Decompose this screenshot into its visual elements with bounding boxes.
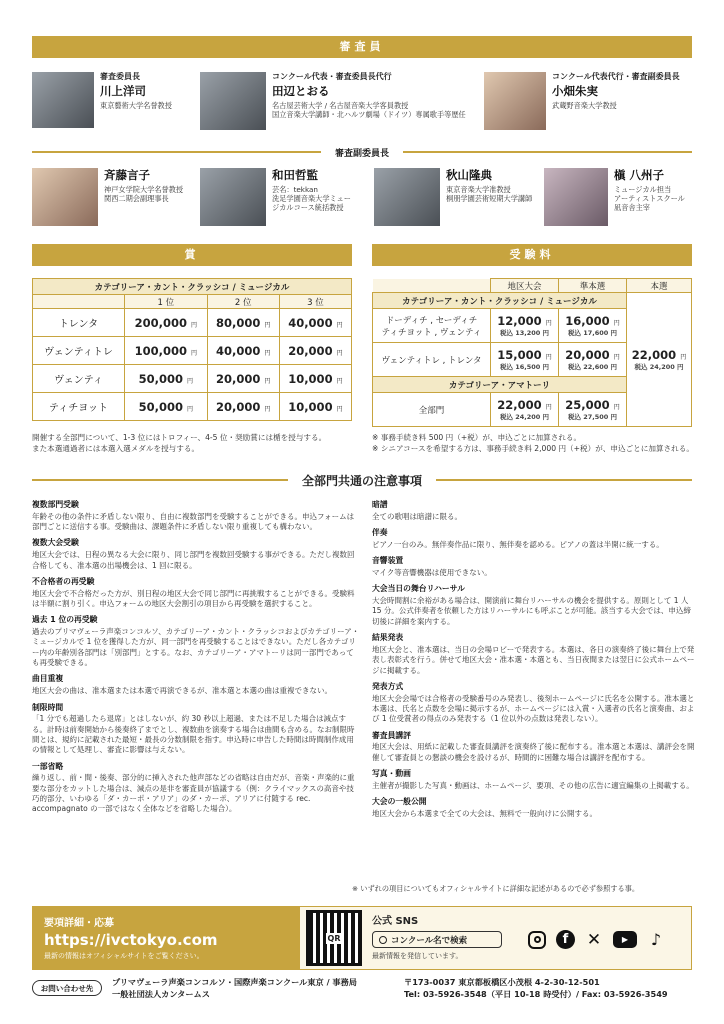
judge-desc: 東京音楽大学准教授 (446, 185, 511, 195)
prize-table: カテゴリーア・カント・クラッシコ / ミュージカル 1 位 2 位 3 位 トレンタ 200,000 円 80,000 円 40,000 円 ヴェンティトレ 100,000 円 40,000 円 20,000 円 ヴェンティ 50,000 円 20,000 円 10,000 円 ティチヨット 50,000 円 20,000 円 10,000 円 (32, 278, 352, 421)
youtube-icon[interactable]: ▶ (613, 931, 637, 948)
official-url-link[interactable]: https://ivctokyo.com (44, 931, 218, 949)
judge-name: 斉藤言子 (104, 168, 150, 182)
judge-desc: ミュージカル担当 (614, 185, 672, 195)
judge-desc: アーティストスクール (614, 194, 685, 204)
address: 〒173-0037 東京都板橋区小茂根 4-2-30-12-501 (404, 977, 600, 987)
vice-judge-card (374, 168, 544, 226)
rules-footnote: ※ いずれの項目についてもオフィシャルサイトに詳細な記述があるので必ず参照する事。 (352, 884, 640, 893)
vice-judge-card (200, 168, 370, 226)
judge-desc: 関西二期会副理事長 (104, 194, 169, 204)
prize-category: カテゴリーア・カント・クラッシコ / ミュージカル (33, 279, 352, 295)
contact-label: お問い合わせ先 (32, 980, 102, 996)
prize-value: 20,000 (215, 399, 261, 414)
prize-value: 50,000 (138, 399, 183, 414)
judge-desc: 芸名：tekkan (272, 185, 318, 195)
judge-desc: 神戸女学院大学名誉教授 (104, 185, 184, 195)
prize-value: 200,000 (134, 315, 187, 330)
fee-category: カテゴリーア・カント・クラッシコ / ミュージカル (373, 293, 627, 309)
prize-value: 80,000 (215, 315, 261, 330)
apply-panel (32, 906, 300, 970)
contact-info (404, 977, 668, 1001)
vice-judge-card (544, 168, 714, 226)
vice-judge-card (32, 168, 202, 226)
organizer (112, 977, 357, 1001)
prize-value: 20,000 (288, 343, 333, 358)
rules-title: 全部門共通の注意事項 (302, 473, 423, 488)
judge-name: 田辺とおる (272, 84, 330, 98)
judge-desc: ジカルコース統括教授 (272, 203, 344, 213)
prize-header-bar (32, 244, 352, 266)
fee-category: カテゴリーア・アマトーリ (373, 377, 627, 393)
prize-note: 開催する全部門について、1-3 位にはトロフィー、4-5 位・奨励賞には楯を授与する。 また本選通過者には本選入選メダルを授与する。 (32, 433, 327, 453)
apply-title: 要項詳細・応募 (44, 918, 114, 929)
judge-card (200, 72, 520, 130)
fee-header-bar (372, 244, 692, 266)
facebook-icon[interactable]: f (556, 930, 575, 949)
prize-value: 40,000 (288, 315, 333, 330)
organizer-line-2: 一般社団法人カンタームス (112, 988, 210, 999)
search-icon (379, 936, 387, 944)
prize-row-label: ヴェンティ (33, 365, 125, 393)
fee-final-tax: 税込 24,200 円 (634, 363, 684, 371)
judge-photo (374, 168, 440, 226)
judge-name: 川上洋司 (100, 84, 146, 98)
judge-card (484, 72, 704, 130)
rules-header (32, 472, 692, 488)
tiktok-icon[interactable]: ♪ (650, 930, 662, 949)
prize-value: 10,000 (288, 371, 333, 386)
vice-judges-header (32, 146, 692, 158)
judge-photo (200, 72, 266, 130)
telephone: Tel: 03-5926-3548（平日 10-18 時受付）/ Fax: 03-5926-3549 (404, 988, 668, 999)
judge-name: 槇 八州子 (614, 168, 665, 182)
fee-col: 地区大会 (491, 279, 559, 293)
qr-label: QR (327, 933, 341, 943)
judge-desc: 洗足学園音楽大学ミュー (272, 194, 351, 204)
prize-value: 50,000 (138, 371, 183, 386)
fee-col: 準本選 (559, 279, 627, 293)
fee-table: 地区大会 準本選 本選 カテゴリーア・カント・クラッシコ / ミュージカル 22,000 円 税込 24,200 円 ドーディチ , セーディチ ティチヨット , ヴェンティ 12,000 円 税込 13,200 円 16,000 円 税込 17,600 円 ヴェンティトレ , トレンタ 15,000 円 税込 16,500 円 20,000 円 税込 22,600 円 カテゴリーア・アマトーリ 全部門 22,000 円 税込 24,200 円 25,000 円 税込 27,500 円 (372, 278, 692, 427)
fee-note: ※ 事務手続き料 500 円（+税）が、申込ごとに加算される。 ※ シニアコースを希望する方は、事務手続き料 2,000 円（+税）が、申込ごとに加算される。 (372, 433, 694, 453)
fee-final-value: 22,000 (631, 348, 677, 362)
organizer-line-1: プリマヴェーラ声楽コンコルソ・国際声楽コンクール東京 / 事務局 (112, 977, 357, 987)
sns-title: 公式 SNS (372, 916, 419, 927)
fee-header: 受験料 (509, 248, 555, 261)
prize-value: 100,000 (134, 343, 187, 358)
apply-note: 最新の情報はオフィシャルサイトをご覧ください。 (44, 952, 204, 960)
prize-col: 2 位 (207, 295, 279, 309)
rules-right-column: 暗譜 全ての歌唱は暗譜に限る。 伴奏 ピアノ一台のみ。無伴奏作品に限り、無伴奏を認める。ピアノの蓋は半開に統一する。 音響装置 マイク等音響機器は使用できない。 大会当日の舞台リハーサル 大会時間割に余裕がある場合は、開演前に舞台リハーサルの機会を提供する。原則として 1 人 15 分。公式伴奏者を依頼した方はリハーサルにも呼ぶことが可能。該当する大会では、申込締切後に詳細を案内する。 結果発表 地区大会と、准本選は、当日の会場ロビーで発表する。本選は、各日の演奏終了後に舞台上で発表し表彰式を行う。併せて地区大会・准本選・本選とも、当日夜間または翌日に公式ホームページに掲載する。 発表方式 地区大会会場では合格者の受験番号のみ発表し、後刻ホームページに氏名を公開する。准本選と本選は、氏名と点数を会場に掲示するが、ホームページには入賞・入選者の氏名と演奏曲、および 1 位受賞者の得点のみ発表する（1 位以外の点数は発表しない）。 審査員講評 地区大会は、用紙に記載した審査員講評を演奏終了後に配布する。准本選と本選は、講評会を開催して審査員との懇談の機会を設けるが、時間的に困難な場合は講評を配布する。 写真・動画 主催者が撮影した写真・動画は、ホームページ、要項、その他の広告に適宜編集の上掲載する。 大会の一般公開 地区大会から本選まで全ての大会は、無料で一般向けに公開する。 (372, 500, 695, 818)
judge-photo (32, 72, 94, 128)
judge-name: 秋山隆典 (446, 168, 492, 182)
x-icon[interactable]: ✕ (586, 929, 602, 950)
prize-col: 3 位 (279, 295, 351, 309)
sns-search-text: コンクール名で検索 (391, 935, 468, 946)
instagram-icon[interactable] (528, 931, 546, 949)
prize-value: 40,000 (215, 343, 261, 358)
judge-desc: 東京藝術大学名誉教授 (100, 101, 172, 111)
judge-desc: 武蔵野音楽大学教授 (552, 101, 617, 111)
judges-header-bar (32, 36, 692, 58)
judges-header: 審査員 (339, 40, 385, 53)
judge-photo (200, 168, 266, 226)
prize-row-label: トレンタ (33, 309, 125, 337)
fee-col: 本選 (627, 279, 692, 293)
judge-role: コンクール代表・審査委員長代行 (272, 72, 392, 81)
prize-value: 10,000 (288, 399, 333, 414)
sns-search-box[interactable] (372, 931, 502, 948)
rules-left-column: 複数部門受験 年齢その他の条件に矛盾しない限り、自由に複数部門を受験することができる。申込フォームは部門ごとに送信する事。受験曲は、課題条件に矛盾しない限り重複しても構わない。 複数大会受験 地区大会では、日程の異なる大会に限り、同じ部門を複数回受験する事ができる。ただし複数回合格しても、准本選の出場機会は、1 回に限る。 不合格者の再受験 地区大会で不合格だった方が、別日程の地区大会で同じ部門に再挑戦することができる。受験料は半額に割り引く。申込フォームの地区大会割引の項目から再受験を選択すること。 過去 1 位の再受験 過去のプリマヴェーラ声楽コンコルソ、カテゴリーア・カント・クラッシコおよびカテゴリーア・ミュージカルで 1 位を獲得した方が、同一部門を再受験することはできない。ただし各カテゴリー内の年齢別各部門は「別部門」とする。なお、カテゴリーア・アマトーリは同一部門であっても再受験できる。 曲目重複 地区大会の曲は、准本選または本選で再演できるが、准本選と本選の曲は重複できない。 制限時間 「1 分でも超過したら退席」とはしないが、約 30 秒以上超過、または不足した場合は減点する。計時は前奏開始から後奏終了までとし、複数曲を演奏する場合は曲間も含める。なお制限時間とは、規約に記載された最短・最長の分数制限を指す。申込時に申告した時間は時間制作成用の情報として処理し、審査に影響は与えない。 一部省略 繰り返し、前・間・後奏、部分的に挿入された他声部などの省略は自由だが、音楽・声楽的に重要な部分をカットした場合は、減点の是非を審査員が協議する（例：クライマックスの高音や技巧的部分、いわゆる「ダ・カーポ・アリア」のダ・カーポ、アリアに付随する rec. accompagnato の一部ではなく全体などを省略した場合）。 (32, 500, 360, 814)
judge-photo (484, 72, 546, 130)
vice-judges-title: 審査副委員長 (335, 148, 390, 159)
prize-header: 賞 (184, 248, 200, 261)
judge-photo (32, 168, 98, 226)
prize-row-label: ティチヨット (33, 393, 125, 421)
judge-desc: 国立音楽大学講師・北ハルツ劇場（ドイツ）専属歌手等歴任 (272, 110, 466, 120)
judge-desc: 名古屋芸術大学 / 名古屋音楽大学客員教授 (272, 101, 409, 111)
prize-col: 1 位 (125, 295, 208, 309)
sns-icons (528, 930, 665, 949)
qr-code[interactable] (306, 910, 362, 966)
sns-note: 最新情報を発信しています。 (372, 952, 463, 960)
judge-card (32, 72, 212, 128)
judge-name: 和田哲監 (272, 168, 318, 182)
judge-desc: 桐朋学園芸術短期大学講師 (446, 194, 533, 204)
judge-role: 審査委員長 (100, 72, 140, 81)
judge-name: 小畑朱実 (552, 84, 598, 98)
judge-photo (544, 168, 608, 226)
prize-value: 20,000 (215, 371, 261, 386)
prize-row-label: ヴェンティトレ (33, 337, 125, 365)
judge-role: コンクール代表代行・審査副委員長 (552, 72, 680, 81)
judge-desc: 凪音舎主宰 (614, 203, 650, 213)
